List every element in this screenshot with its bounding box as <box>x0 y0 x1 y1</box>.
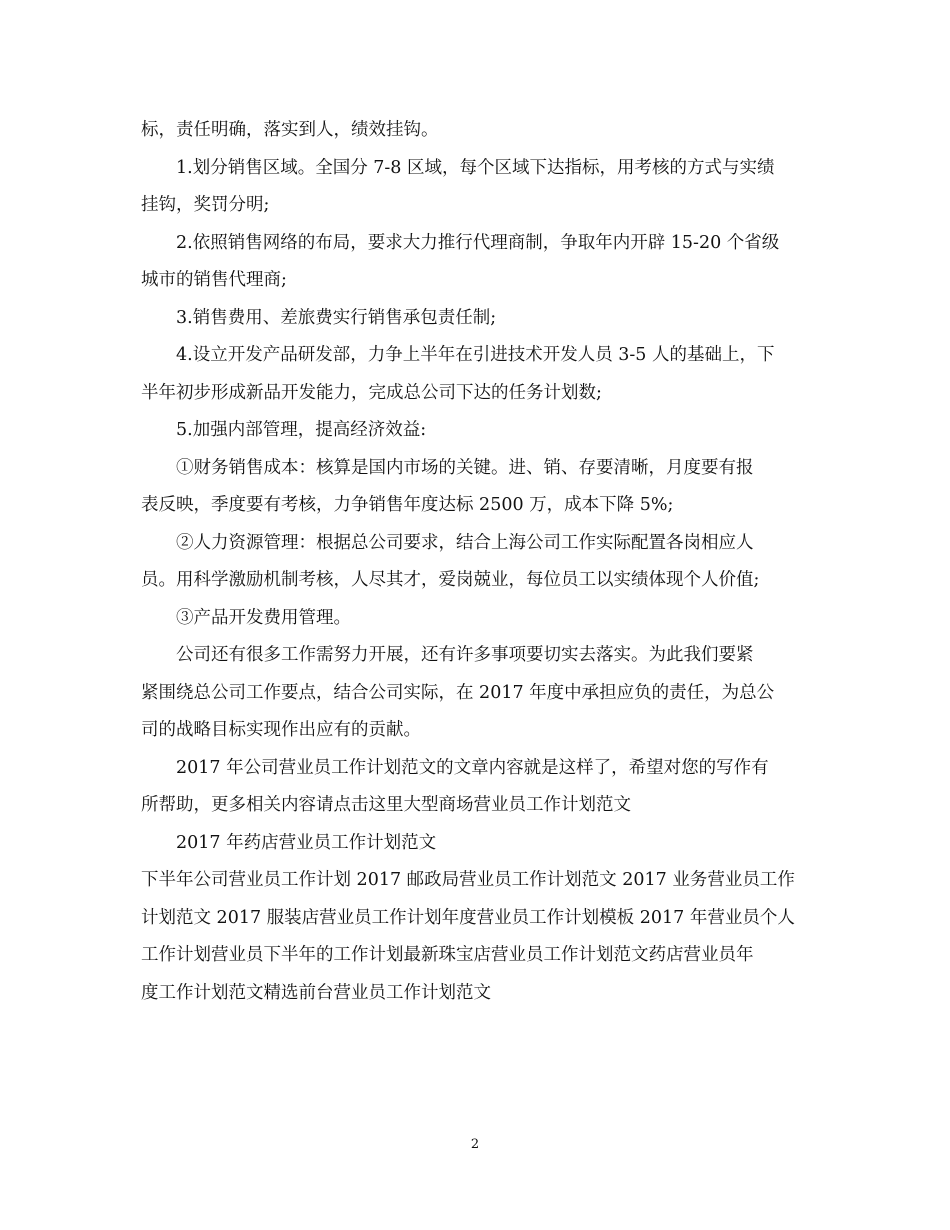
text-line: 2017 年公司营业员工作计划范文的文章内容就是这样了，希望对您的写作有 <box>176 757 769 778</box>
text-line: 紧围绕总公司工作要点，结合公司实际，在 2017 年度中承担应负的责任，为总公 <box>141 682 775 703</box>
text-line: 挂钩，奖罚分明; <box>141 195 270 215</box>
text-line: 工作计划营业员下半年的工作计划最新珠宝店营业员工作计划范文药店营业员年 <box>141 945 754 965</box>
text-line: 计划范文 2017 服装店营业员工作计划年度营业员工作计划模板 2017 年营业员个人 <box>141 907 795 928</box>
text-line: ③产品开发费用管理。 <box>176 607 351 628</box>
text-line: 表反映，季度要有考核，力争销售年度达标 2500 万，成本下降 5%; <box>141 495 674 515</box>
text-line: 公司还有很多工作需努力开展，还有许多事项要切实去落实。为此我们要紧 <box>176 645 754 665</box>
text-line: 标，责任明确，落实到人，绩效挂钩。 <box>141 120 439 140</box>
text-line: 半年初步形成新品开发能力，完成总公司下达的任务计划数; <box>141 382 602 403</box>
text-line: 司的战略目标实现作出应有的贡献。 <box>141 720 421 740</box>
text-line: 2017 年药店营业员工作计划范文 <box>176 832 437 853</box>
text-line: 2.依照销售网络的布局，要求大力推行代理商制，争取年内开辟 15-20 个省级 <box>176 232 780 253</box>
page-number: 2 <box>470 1137 480 1152</box>
text-line: 员。用科学激励机制考核，人尽其才，爱岗兢业，每位员工以实绩体现个人价值; <box>141 570 760 590</box>
text-line: ②人力资源管理：根据总公司要求，结合上海公司工作实际配置各岗相应人 <box>176 532 754 553</box>
text-line: 3.销售费用、差旅费实行销售承包责任制; <box>176 307 497 328</box>
text-line: 城市的销售代理商; <box>141 270 287 290</box>
text-line: 1.划分销售区域。全国分 7-8 区域，每个区域下达指标，用考核的方式与实绩 <box>176 157 775 178</box>
text-line: 4.设立开发产品研发部，力争上半年在引进技术开发人员 3-5 人的基础上，下 <box>176 345 775 365</box>
text-line: 5.加强内部管理，提高经济效益: <box>176 420 427 440</box>
text-line: 下半年公司营业员工作计划 2017 邮政局营业员工作计划范文 2017 业务营业员工作 <box>141 870 795 890</box>
text-line: ①财务销售成本：核算是国内市场的关键。进、销、存要清晰，月度要有报 <box>176 457 754 478</box>
text-line: 所帮助，更多相关内容请点击这里大型商场营业员工作计划范文 <box>141 795 631 815</box>
text-line: 度工作计划范文精选前台营业员工作计划范文 <box>141 982 491 1003</box>
document-body <box>141 112 813 1012</box>
